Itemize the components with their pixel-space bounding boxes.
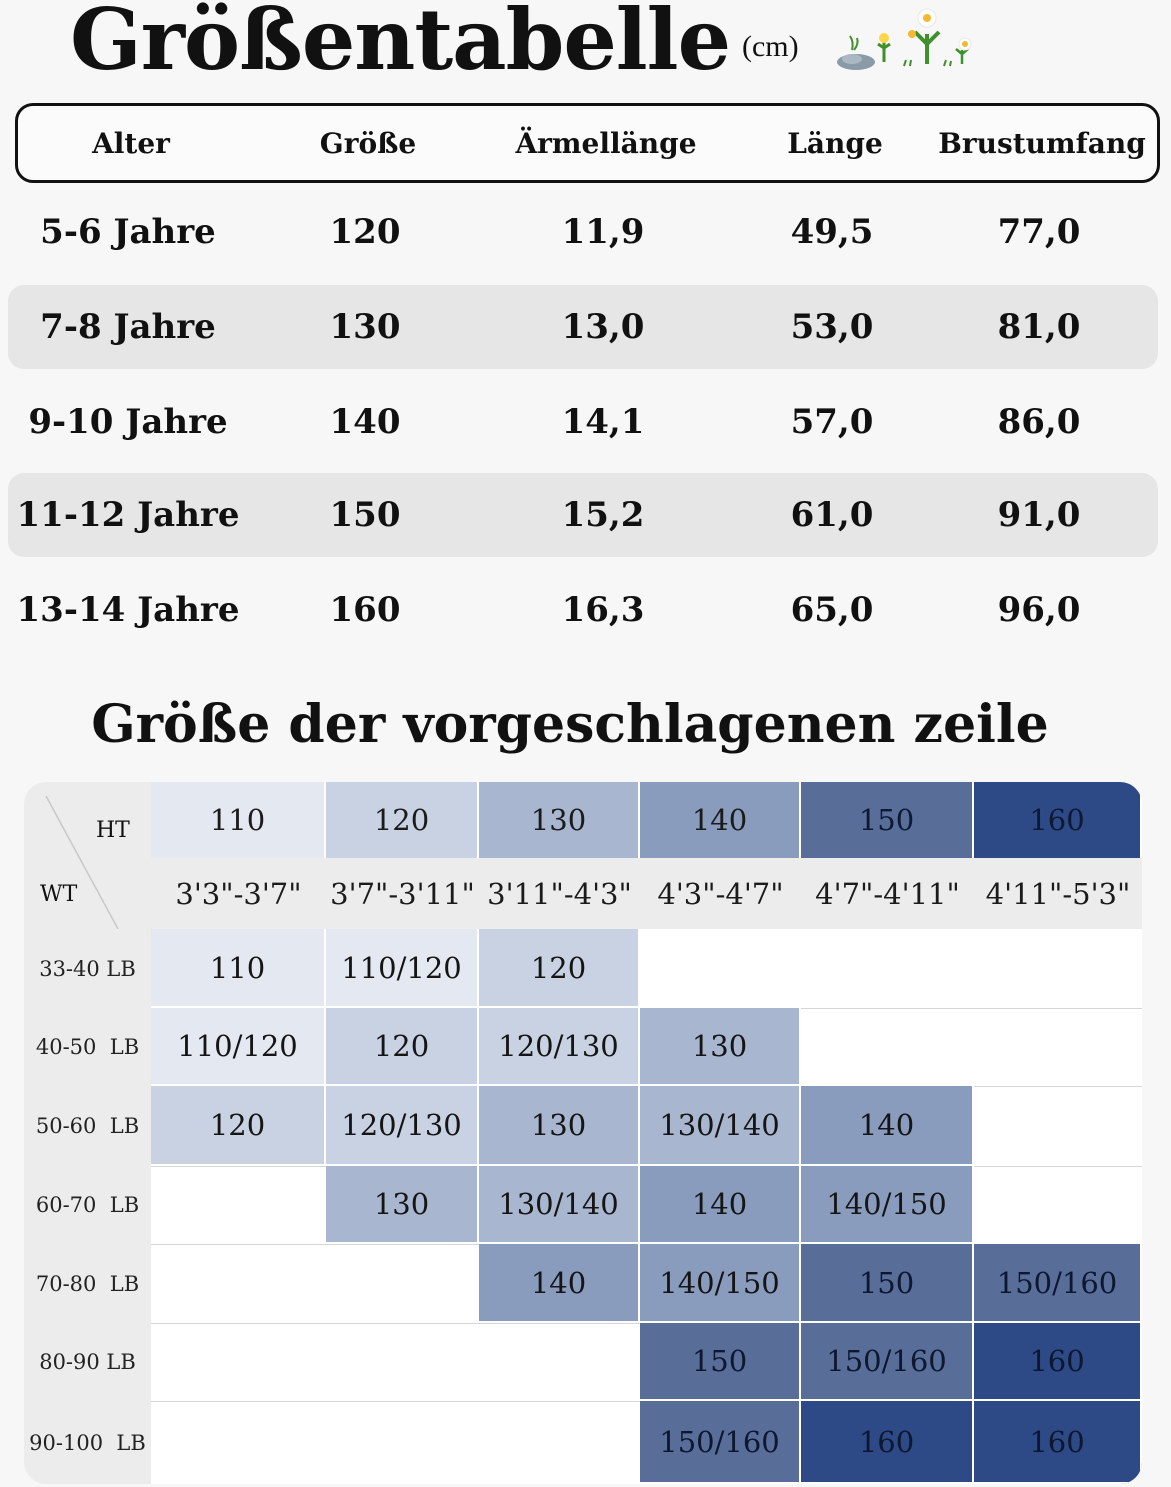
table1-cell: 16,3: [561, 590, 645, 630]
table1-row: [8, 285, 1158, 369]
table1-cell: 14,1: [561, 402, 645, 442]
size-cell: 130/140: [640, 1086, 801, 1166]
weight-row-label: 70-80 LB: [35, 1271, 140, 1296]
table1-cell: 5-6 Jahre: [40, 212, 216, 252]
size-cell: 110/120: [151, 1008, 326, 1086]
weight-row-label: 80-90 LB: [39, 1350, 136, 1374]
table1-cell: 130: [329, 307, 401, 347]
size-cell: 150/160: [640, 1401, 801, 1484]
size-cell: 150: [801, 1244, 974, 1323]
size-cell: 140: [479, 1244, 640, 1323]
table1-header: [15, 103, 1160, 183]
size-cell: 160: [801, 1401, 974, 1484]
size-cell: 150: [640, 1323, 801, 1401]
page-title: Größentabelle: [70, 0, 731, 89]
size-cell: 150/160: [801, 1323, 974, 1401]
weight-row-label: 50-60 LB: [35, 1114, 140, 1138]
table1-cell: 53,0: [790, 307, 874, 347]
height-size-header: 110: [151, 782, 324, 858]
size-cell: 120/130: [479, 1008, 640, 1086]
size-cell: 140: [640, 1166, 801, 1244]
table1-row: [8, 380, 1158, 464]
size-cell: 140/150: [640, 1244, 801, 1323]
table1-cell: 81,0: [997, 307, 1081, 347]
table1-cell: 140: [329, 402, 401, 442]
table1-cell: 11-12 Jahre: [16, 495, 240, 535]
table1-cell: 96,0: [997, 590, 1081, 630]
table1-header-cell: Brustumfang: [938, 126, 1146, 160]
table1-cell: 77,0: [997, 212, 1081, 252]
table1-cell: 13-14 Jahre: [16, 590, 240, 630]
table1-cell: 61,0: [790, 495, 874, 535]
table1-cell: 57,0: [790, 402, 874, 442]
size-cell: 110/120: [326, 929, 479, 1008]
table1-cell: 160: [329, 590, 401, 630]
table1-row: [8, 568, 1158, 652]
table1-header-cell: Größe: [319, 126, 417, 160]
table1-cell: 11,9: [561, 212, 645, 252]
weight-row-label: 60-70 LB: [35, 1193, 140, 1217]
table1-cell: 49,5: [790, 212, 874, 252]
height-ft-header: 4'11"-5'3": [985, 876, 1131, 911]
size-cell: 120/130: [326, 1086, 479, 1166]
height-ft-header: 4'7"-4'11": [815, 876, 960, 911]
table1-cell: 15,2: [561, 495, 645, 535]
height-size-header: 150: [801, 782, 972, 858]
table1-cell: 91,0: [997, 495, 1081, 535]
size-cell: 130: [479, 1086, 640, 1166]
table1-cell: 7-8 Jahre: [40, 307, 216, 347]
ht-label: HT: [96, 818, 130, 843]
flowers-and-stone-icon: [832, 4, 982, 74]
table1-cell: 86,0: [997, 402, 1081, 442]
wt-label: WT: [40, 882, 78, 907]
table1-cell: 9-10 Jahre: [28, 402, 228, 442]
size-cell: 120: [326, 1008, 479, 1086]
size-cell: 140/150: [801, 1166, 974, 1244]
table1-cell: 150: [329, 495, 401, 535]
table1-header-cell: Ärmellänge: [515, 126, 697, 160]
size-cell: 150/160: [974, 1244, 1142, 1323]
weight-row-label: 40-50 LB: [35, 1035, 140, 1059]
height-ft-header: 4'3"-4'7": [657, 876, 784, 911]
table2-title: Größe der vorgeschlagenen zeile: [91, 694, 1049, 755]
size-cell: 130: [326, 1166, 479, 1244]
height-size-header: 160: [974, 782, 1140, 858]
size-cell: 120: [479, 929, 640, 1008]
unit-label: (cm): [742, 30, 799, 63]
table1-header-cell: Alter: [92, 126, 170, 160]
size-cell: 140: [801, 1086, 974, 1166]
height-ft-header: 3'3"-3'7": [175, 876, 302, 911]
table1-header-cell: Länge: [787, 126, 883, 160]
height-ft-header: 3'7"-3'11": [330, 876, 475, 911]
size-cell: 160: [974, 1323, 1142, 1401]
height-size-header: 140: [640, 782, 799, 858]
size-cell: 160: [974, 1401, 1142, 1484]
table1-row: [8, 190, 1158, 274]
height-size-header: 120: [326, 782, 477, 858]
table1-cell: 13,0: [561, 307, 645, 347]
size-cell: 120: [151, 1086, 326, 1166]
height-ft-header: 3'11"-4'3": [487, 876, 632, 911]
size-recommendation-grid: [24, 782, 1142, 1484]
table1-cell: 65,0: [790, 590, 874, 630]
size-cell: 130/140: [479, 1166, 640, 1244]
height-size-header: 130: [479, 782, 638, 858]
size-cell: 110: [151, 929, 326, 1008]
size-cell: 130: [640, 1008, 801, 1086]
weight-row-label: 33-40 LB: [39, 956, 136, 981]
weight-row-label: 90-100 LB: [29, 1430, 146, 1455]
table1-row: [8, 473, 1158, 557]
table1-cell: 120: [329, 212, 401, 252]
